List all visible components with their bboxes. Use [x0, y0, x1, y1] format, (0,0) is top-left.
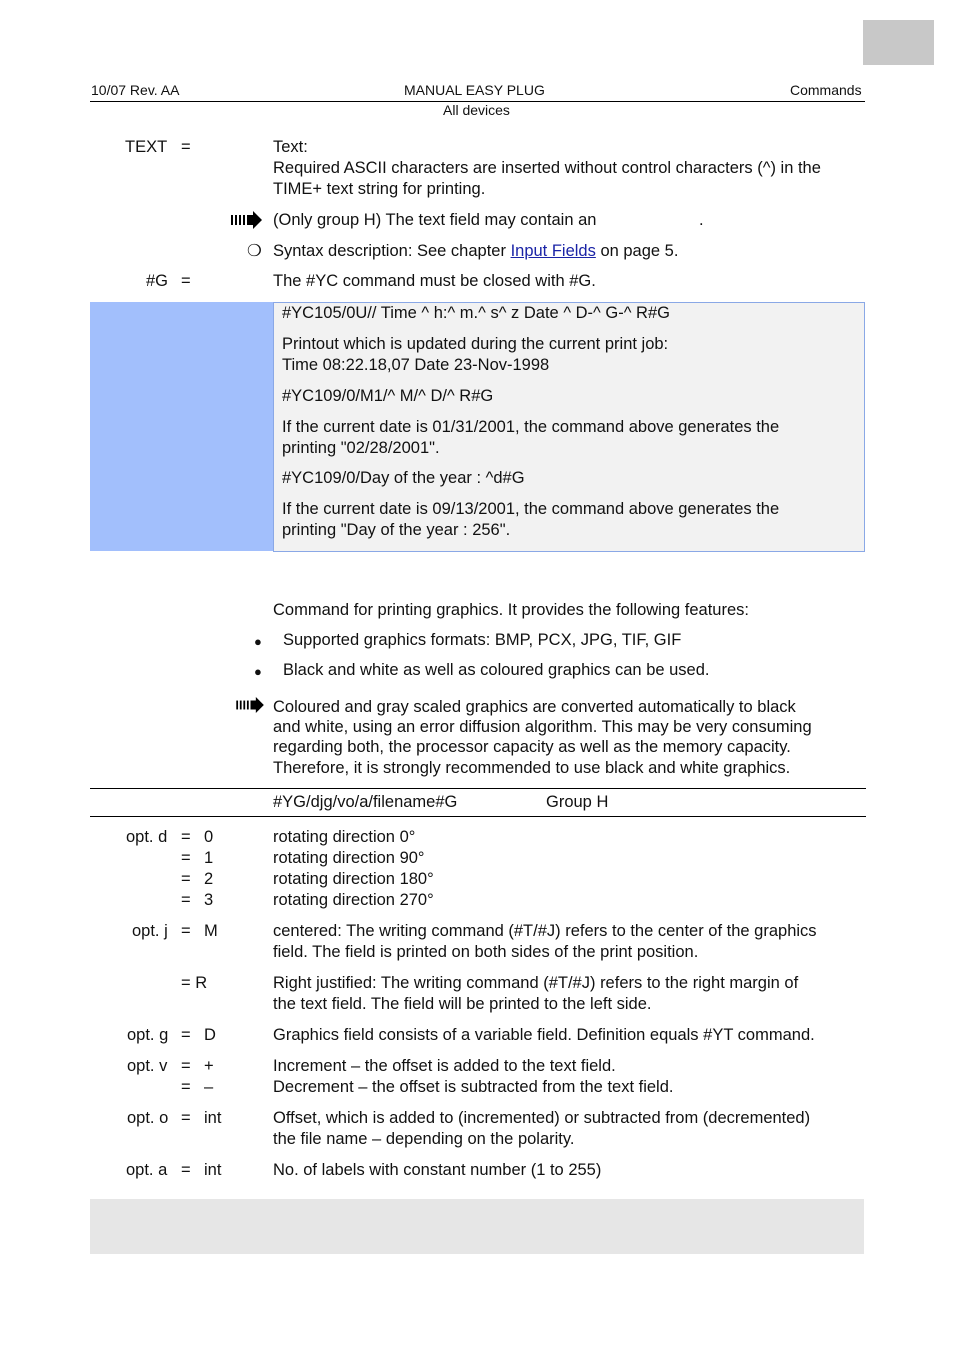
graphics-syntax: #YG/djg/vo/a/filename#G [273, 793, 458, 811]
opt-d-val-2: 2 [204, 870, 214, 888]
opt-v-desc-2: Decrement – the offset is subtracted from the text field. [273, 1078, 674, 1096]
opt-j-r-desc-2: the text field. The field will be printed to the left side. [273, 995, 652, 1013]
opt-g-desc: Graphics field consists of a variable field. Definition equals #YT command. [273, 1026, 815, 1044]
text-param-label: TEXT [125, 138, 168, 156]
graphics-note-3: regarding both, the processor capacity as well as the memory capacity. [273, 738, 791, 756]
bullet-icon: ● [254, 634, 262, 649]
text-param-eq: = [181, 138, 191, 156]
opt-d-desc-1: rotating direction 90° [273, 849, 425, 867]
opt-o-val: int [204, 1109, 222, 1127]
opt-j-val-r: = R [181, 974, 208, 992]
opt-d-eq: = [181, 891, 191, 909]
graphics-note-4: Therefore, it is strongly recommended to use black and white graphics. [273, 759, 791, 777]
opt-j-m-desc-1: centered: The writing command (#T/#J) refers to the center of the graphics [273, 922, 817, 940]
opt-a-desc: No. of labels with constant number (1 to 255) [273, 1161, 602, 1179]
g-param-desc: The #YC command must be closed with #G. [273, 272, 596, 290]
header-revision: 10/07 Rev. AA [91, 82, 180, 98]
opt-o-desc-2: the file name – depending on the polarity. [273, 1130, 575, 1148]
graphics-group: Group H [546, 793, 609, 811]
graphics-note-1: Coloured and gray scaled graphics are converted automatically to black [273, 698, 796, 716]
opt-d-eq: = [181, 849, 191, 867]
opt-g-val: D [204, 1026, 216, 1044]
opt-v-val-plus: + [204, 1057, 214, 1075]
syntax-rule-top [90, 788, 866, 789]
hand-pointer-note-icon [236, 697, 265, 713]
graphics-intro: Command for printing graphics. It provides the following features: [273, 601, 749, 619]
opt-a-val: int [204, 1161, 222, 1179]
example-cmd-3: #YC109/0/Day of the year : ^d#G [282, 469, 525, 487]
opt-o-desc-1: Offset, which is added to (incremented) or subtracted from (decremented) [273, 1109, 811, 1127]
syntax-prefix: Syntax description: See chapter [273, 242, 511, 260]
graphics-bullet-2: Black and white as well as coloured graphics can be used. [283, 661, 710, 679]
opt-a-label: opt. a [126, 1161, 168, 1179]
syntax-rule-bottom [90, 816, 866, 817]
syntax-reference [273, 241, 678, 262]
example-desc-1a: Printout which is updated during the current print job: [282, 335, 669, 353]
opt-j-label: opt. j [132, 922, 168, 940]
opt-v-val-minus: – [204, 1078, 214, 1096]
input-fields-link[interactable]: Input Fields [510, 242, 596, 260]
opt-v-label: opt. v [127, 1057, 168, 1075]
g-param-label: #G [146, 272, 169, 290]
bullet-icon: ● [254, 664, 262, 679]
example-desc-2a: If the current date is 01/31/2001, the command above generates the [282, 418, 780, 436]
opt-d-val-1: 1 [204, 849, 214, 867]
example-desc-3a: If the current date is 09/13/2001, the command above generates the [282, 500, 780, 518]
opt-o-label: opt. o [127, 1109, 169, 1127]
hollow-bullet-icon: ❍ [247, 242, 262, 260]
example-desc-2b: printing "02/28/2001". [282, 439, 440, 457]
opt-d-label: opt. d [126, 828, 168, 846]
header-subtitle: All devices [443, 102, 510, 118]
graphics-bullet-1: Supported graphics formats: BMP, PCX, JPG, TIF, GIF [283, 631, 682, 649]
text-param-line1: Text: [273, 138, 308, 156]
opt-d-desc-0: rotating direction 0° [273, 828, 416, 846]
example-desc-1b: Time 08:22.18,07 Date 23-Nov-1998 [282, 356, 550, 374]
opt-j-val-m: M [204, 922, 218, 940]
opt-d-desc-3: rotating direction 270° [273, 891, 434, 909]
opt-g-label: opt. g [127, 1026, 169, 1044]
opt-j-eq: = [181, 922, 191, 940]
opt-v-eq: = [181, 1057, 191, 1075]
example-cmd-1: #YC105/0U// Time ^ h:^ m.^ s^ z Date ^ D-^ G-^ R#G [282, 304, 670, 322]
opt-v-eq: = [181, 1078, 191, 1096]
text-param-line2: Required ASCII characters are inserted without control characters (^) in the [273, 159, 821, 177]
example-cmd-2: #YC109/0/M1/^ M/^ D/^ R#G [282, 387, 494, 405]
opt-d-val-0: 0 [204, 828, 214, 846]
opt-g-eq: = [181, 1026, 191, 1044]
syntax-suffix: on page 5. [595, 242, 679, 260]
opt-d-eq: = [181, 870, 191, 888]
opt-d-desc-2: rotating direction 180° [273, 870, 434, 888]
opt-d-val-3: 3 [204, 891, 214, 909]
text-param-note-tail: . [699, 211, 704, 229]
page-corner-tab [863, 20, 934, 65]
graphics-note-2: and white, using an error diffusion algorithm. This may be very consuming [273, 718, 812, 736]
opt-o-eq: = [181, 1109, 191, 1127]
header-title: MANUAL EASY PLUG [404, 82, 545, 98]
hand-pointer-note-icon [231, 211, 263, 229]
text-param-line3: TIME+ text string for printing. [273, 180, 486, 198]
opt-j-r-desc-1: Right justified: The writing command (#T/#J) refers to the right margin of [273, 974, 799, 992]
header-section: Commands [790, 82, 862, 98]
footer-box [90, 1199, 864, 1254]
opt-j-m-desc-2: field. The field is printed on both sides of the print position. [273, 943, 699, 961]
opt-a-eq: = [181, 1161, 191, 1179]
text-param-note: (Only group H) The text field may contain an [273, 211, 597, 229]
example-desc-3b: printing "Day of the year : 256". [282, 521, 511, 539]
example-sidebar [90, 302, 273, 551]
opt-d-eq: = [181, 828, 191, 846]
g-param-eq: = [181, 272, 191, 290]
opt-v-desc-1: Increment – the offset is added to the text field. [273, 1057, 616, 1075]
